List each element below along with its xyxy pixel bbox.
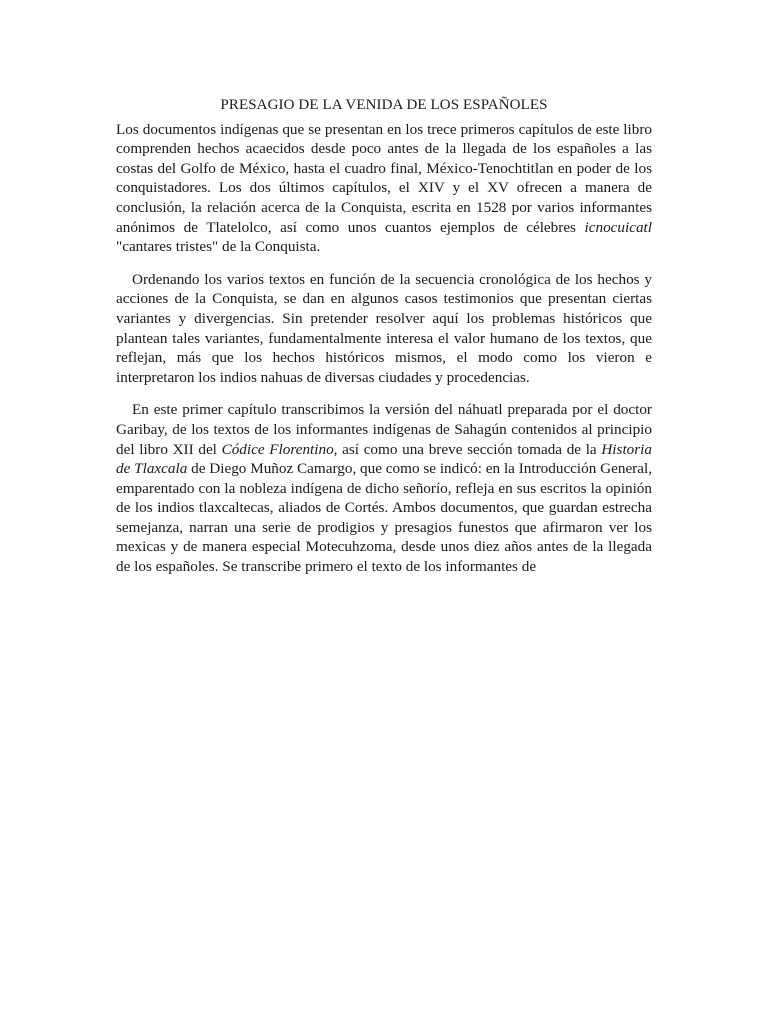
document-title: PRESAGIO DE LA VENIDA DE LOS ESPAÑOLES [220,97,548,113]
paragraph-3-italic-codice: Códice Florentino, [221,440,338,458]
paragraph-1-italic: icnocuicatl [584,218,652,236]
paragraph-1-text: Los documentos indígenas que se presentan en los trece primeros capítulos de este libro comprenden hechos acaecidos desde poco antes de la llegada de los españoles a las costas del Golfo de México, hasta el cuadro final, México-Tenochtitlan en poder de los conquistadores. Los dos últimos capítulos, el XIV y el XV ofrecen a manera de conclusión, la relación acerca de la Conquista, escrita en 1528 por varios informantes anónimos de Tlatelolco, así como unos cuantos ejemplos de célebres [116,120,652,236]
document-page [116,96,652,590]
paragraph-2: Ordenando los varios textos en función de la secuencia cronológica de los hechos y acciones de la Conquista, se dan en algunos casos testimonios que presentan ciertas variantes y divergencias. Sin pretender resolver aquí los problemas históricos que plantean tales variantes, fundamentalmente interesa el valor humano de los textos, que reflejan, más que los hechos históricos mismos, el modo como los vieron e interpretaron los indios nahuas de diversas ciudades y procedencias. [116,270,652,386]
paragraph-3-text: En este primer capítulo transcribimos la versión del náhuatl preparada por el doctor Garibay, de los textos de los informantes indígenas de Sahagún contenidos al principio del libro XII del [116,401,652,458]
paragraph-3-italic-historia: Historia de Tlaxcala [116,440,652,478]
paragraph-3-text-end: de Diego Muñoz Camargo, que como se indicó: en la Introducción General, emparentado con la nobleza indígena de dicho señorío, refleja en sus escritos la opinión de los indios tlaxcaltecas, aliados de Cortés. Ambos documentos, que guardan estrecha semejanza, narran una serie de prodigios y presagios funestos que afirmaron ver los mexicas y de manera especial Motecuhzoma, desde unos diez años antes de la llegada de los españoles. Se transcribe primero el texto de los informantes de [116,460,653,576]
paragraph-3-text-mid: así como una breve sección tomada de la [337,440,602,458]
paragraph-3 [116,400,652,576]
paragraph-1-text-end: "cantares tristes" de la Conquista. [116,238,321,256]
paragraph-1 [116,120,652,257]
